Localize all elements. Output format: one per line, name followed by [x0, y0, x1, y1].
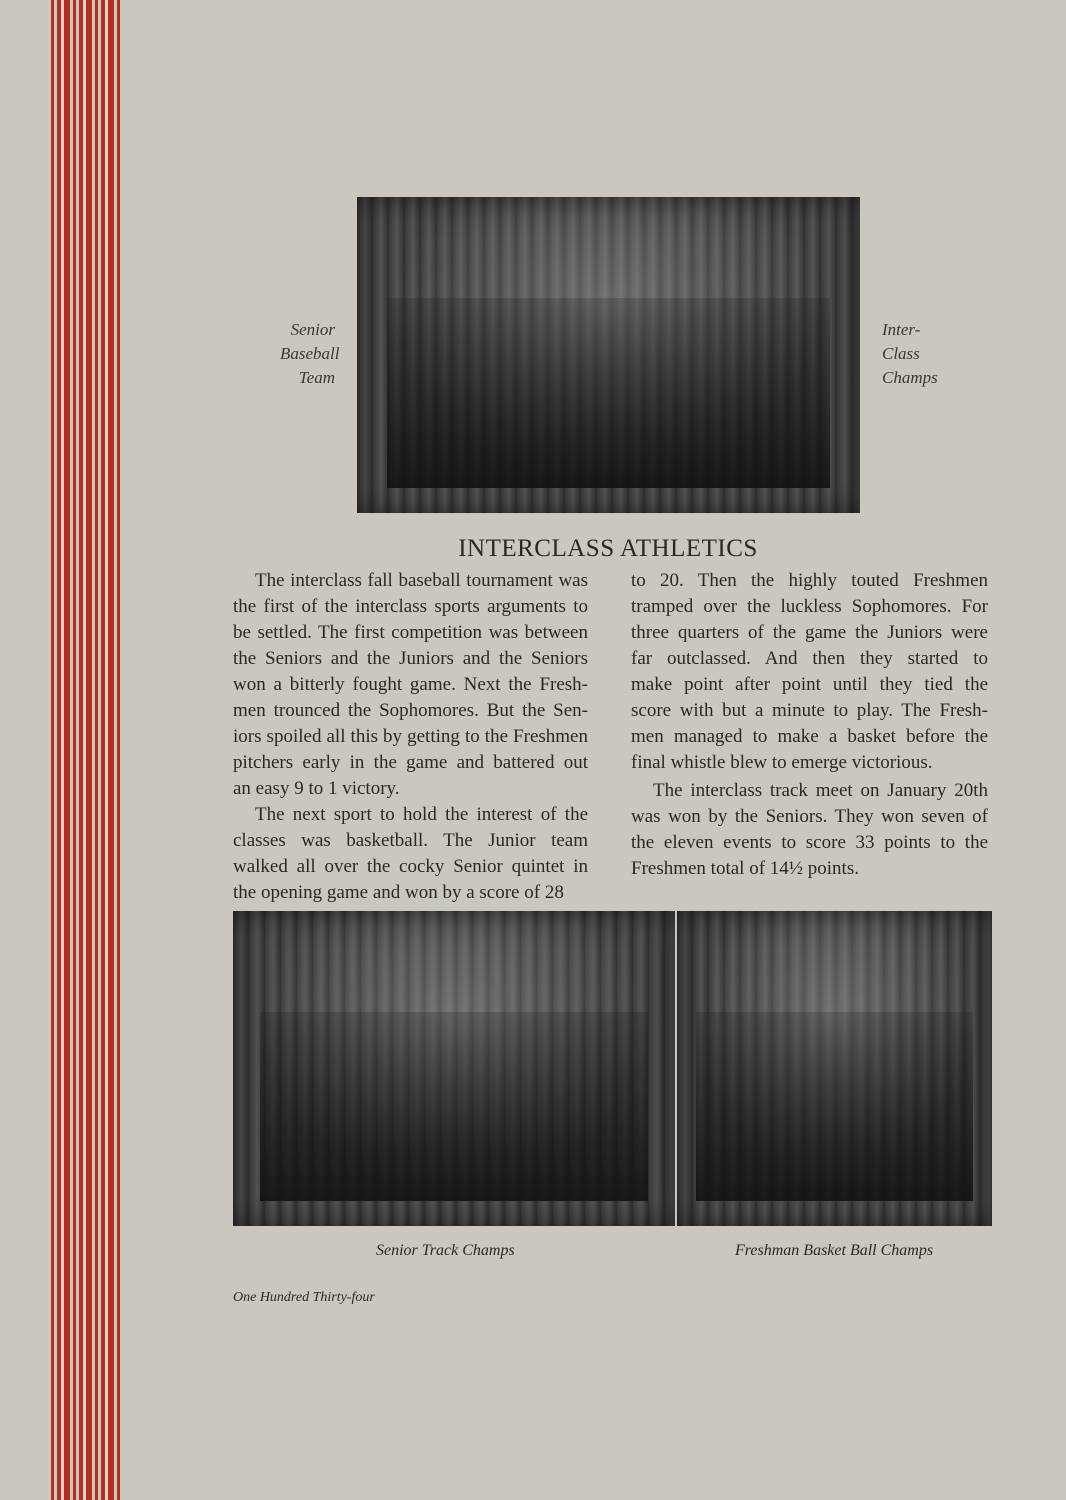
text-line: The interclass fall baseball tournament was — [255, 570, 588, 591]
right-photo-caption — [882, 318, 938, 390]
text-line: final whistle blew to emerge victorious. — [631, 752, 933, 773]
text-line: score with but a minute to play. The Fresh- — [631, 700, 988, 721]
striped-border — [48, 0, 120, 1500]
caption-line: Senior — [290, 320, 335, 339]
text-line: make point after point until they tied the — [631, 674, 988, 695]
senior-baseball-team-photo — [357, 197, 860, 513]
senior-track-caption: Senior Track Champs — [376, 1242, 515, 1259]
text-line: classes was basketball. The Junior team — [233, 830, 588, 851]
caption-line: Team — [298, 368, 335, 387]
text-line: the eleven events to score 33 points to the — [631, 832, 988, 853]
page-title: INTERCLASS ATHLETICS — [458, 535, 758, 562]
caption-line: Inter- — [882, 320, 921, 339]
text-line: The interclass track meet on January 20th — [653, 780, 988, 801]
text-line: won a bitterly fought game. Next the Fresh- — [233, 674, 588, 695]
text-line: was won by the Seniors. They won seven of — [631, 806, 988, 827]
text-line: far outclassed. And then they started to — [631, 648, 988, 669]
text-line: an easy 9 to 1 victory. — [233, 778, 400, 799]
text-line: walked all over the cocky Senior quintet in — [233, 856, 588, 877]
paragraph — [233, 568, 588, 802]
paragraph — [233, 802, 588, 906]
text-line: to 20. Then the highly touted Freshmen — [631, 570, 988, 591]
text-line: be settled. The first competition was between — [233, 622, 588, 643]
paragraph — [631, 778, 988, 882]
caption-line: Champs — [882, 368, 938, 387]
text-line: The next sport to hold the interest of the — [255, 804, 588, 825]
right-text-column — [631, 568, 988, 882]
caption-line: Class — [882, 344, 920, 363]
text-line: tramped over the luckless Sophomores. For — [631, 596, 988, 617]
text-line: men managed to make a basket before the — [631, 726, 988, 747]
text-line: three quarters of the game the Juniors were — [631, 622, 988, 643]
text-line: the Seniors and the Juniors and the Seniors — [233, 648, 588, 669]
senior-track-champs-photo — [233, 911, 675, 1226]
left-photo-caption — [280, 318, 340, 390]
freshman-basketball-champs-photo — [677, 911, 992, 1226]
text-line: men trounced the Sophomores. But the Sen- — [233, 700, 588, 721]
left-text-column — [233, 568, 588, 906]
text-line: pitchers early in the game and battered out — [233, 752, 588, 773]
freshman-basketball-caption: Freshman Basket Ball Champs — [735, 1242, 934, 1259]
page-number: One Hundred Thirty-four — [233, 1290, 375, 1305]
text-line: iors spoiled all this by getting to the Freshmen — [233, 726, 588, 747]
paragraph — [631, 568, 988, 776]
text-line: the first of the interclass sports arguments to — [233, 596, 588, 617]
caption-line: Baseball — [280, 344, 340, 363]
text-line: Freshmen total of 14½ points. — [631, 858, 859, 879]
text-line: the opening game and won by a score of 28 — [233, 882, 564, 903]
